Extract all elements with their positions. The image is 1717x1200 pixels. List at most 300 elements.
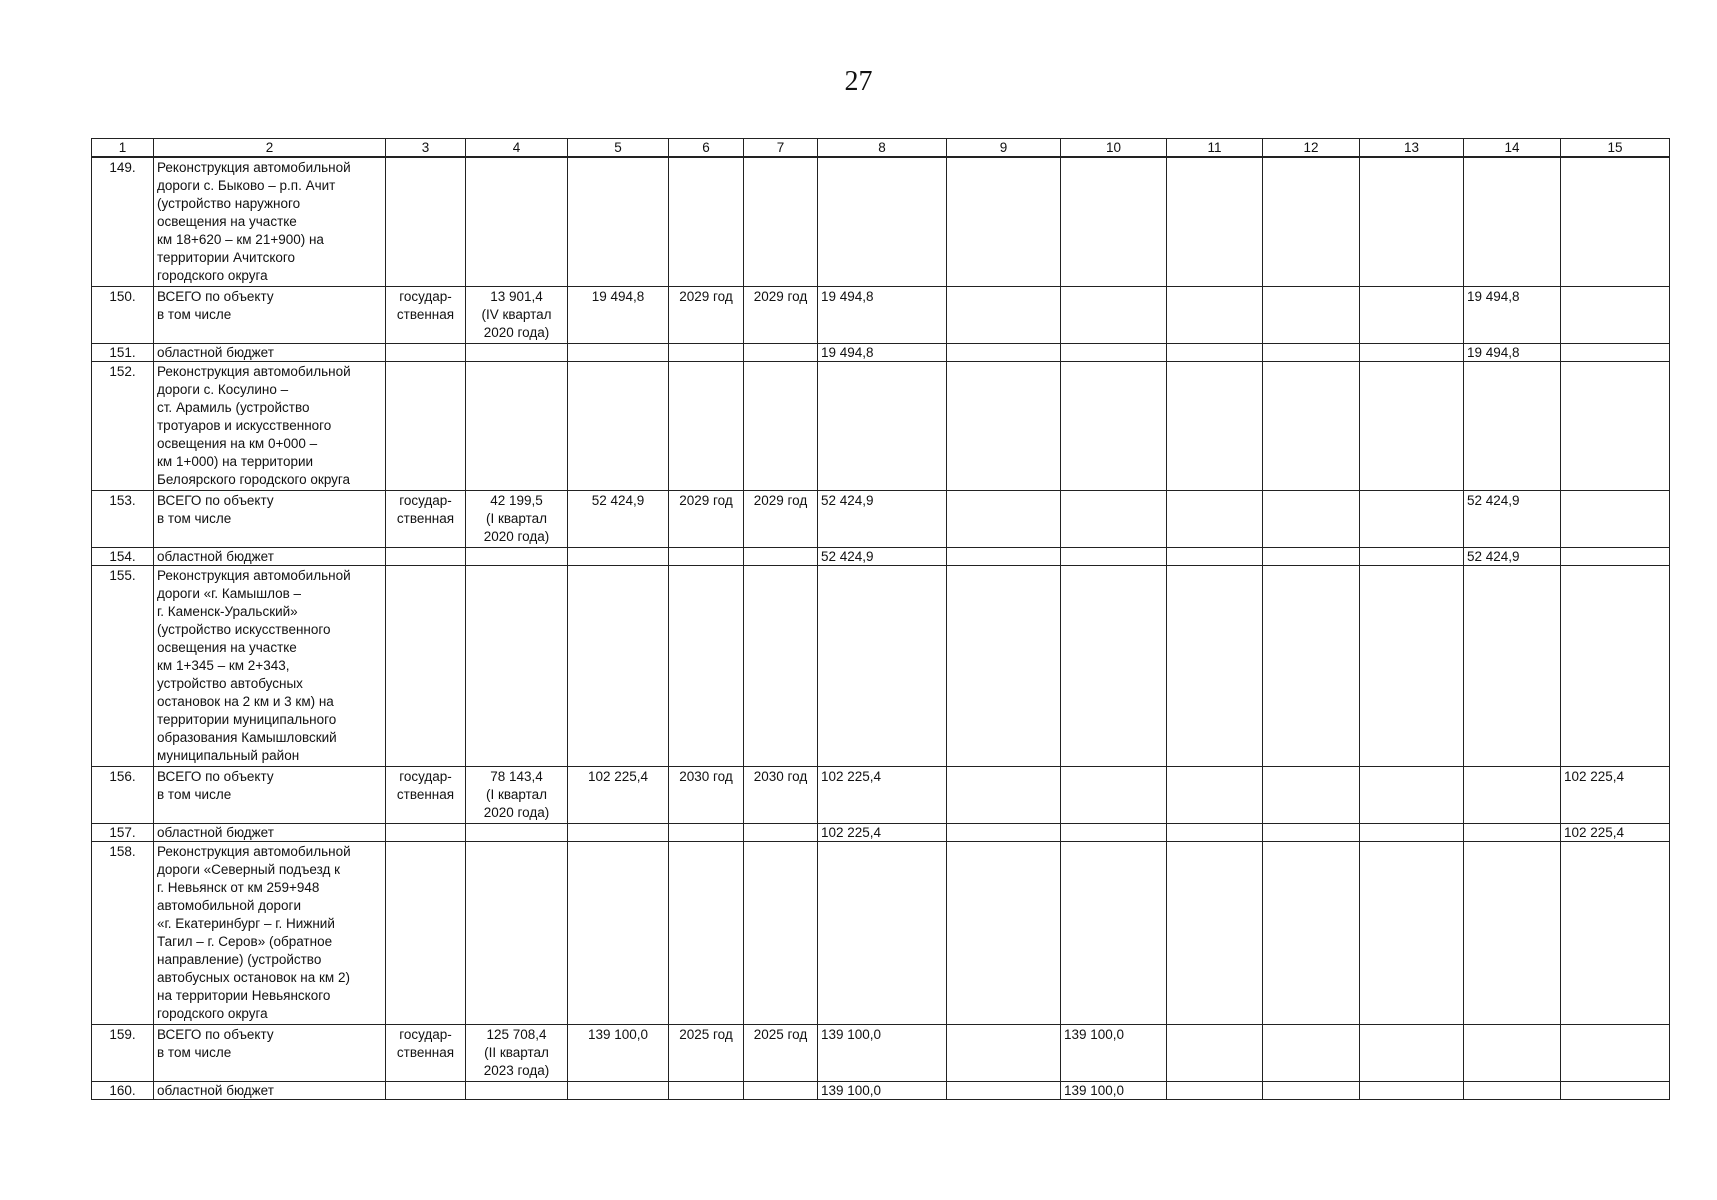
year-cell xyxy=(1061,344,1167,362)
cell-line: областной бюджет xyxy=(157,825,274,840)
cell-value: 2029 год xyxy=(753,493,808,508)
total-cell xyxy=(818,548,947,566)
cell-line: 2023 года) xyxy=(483,1063,550,1078)
table-row xyxy=(92,824,1670,842)
cell-line: 78 143,4 xyxy=(490,769,543,784)
estimate-cell xyxy=(466,824,568,842)
start-year-cell xyxy=(669,1082,744,1100)
year-cell xyxy=(1263,344,1360,362)
header-row xyxy=(92,139,1670,158)
row-number xyxy=(92,548,154,566)
column-header: 8 xyxy=(818,139,947,158)
year-cell xyxy=(1464,1025,1561,1082)
year-cell xyxy=(1263,842,1360,1025)
cell-value: 160. xyxy=(109,1083,136,1098)
end-year-cell xyxy=(744,344,818,362)
cell-value: 2030 год xyxy=(679,769,733,784)
cell-line: Реконструкция автомобильной xyxy=(157,160,351,175)
end-year-cell xyxy=(744,157,818,287)
cell-value: 2029 год xyxy=(679,289,733,304)
year-cell xyxy=(1561,842,1670,1025)
year-cell xyxy=(1464,491,1561,548)
cell-line: (I квартал xyxy=(485,511,548,526)
cost-cell xyxy=(568,842,669,1025)
estimate-cell xyxy=(466,344,568,362)
cell-value: 19 494,8 xyxy=(821,289,874,304)
cell-value: 139 100,0 xyxy=(821,1027,882,1042)
cell-line: в том числе xyxy=(157,1045,232,1060)
year-cell xyxy=(947,566,1061,767)
year-cell xyxy=(1360,548,1464,566)
year-cell xyxy=(1061,767,1167,824)
start-year-cell xyxy=(669,491,744,548)
cell-value: 153. xyxy=(109,493,136,508)
cell-line: г. Каменск-Уральский» xyxy=(157,604,298,619)
total-cell xyxy=(818,566,947,767)
year-cell xyxy=(947,548,1061,566)
year-cell xyxy=(1061,548,1167,566)
estimate-cell xyxy=(466,491,568,548)
cell-line: Тагил – г. Серов» (обратное xyxy=(157,934,333,949)
estimate-cell xyxy=(466,767,568,824)
cell-line: Реконструкция автомобильной xyxy=(157,568,351,583)
row-description xyxy=(154,566,386,767)
cell-value: 152. xyxy=(109,364,136,379)
table-row xyxy=(92,491,1670,548)
year-cell xyxy=(1464,344,1561,362)
column-header: 2 xyxy=(154,139,386,158)
column-header: 15 xyxy=(1561,139,1670,158)
cell-line: в том числе xyxy=(157,787,232,802)
year-cell xyxy=(1263,491,1360,548)
estimate-cell xyxy=(466,157,568,287)
total-cell xyxy=(818,824,947,842)
row-number xyxy=(92,767,154,824)
cell-line: 2020 года) xyxy=(483,529,550,544)
cell-line: (устройство искусственного xyxy=(157,622,331,637)
cost-cell xyxy=(568,344,669,362)
year-cell xyxy=(947,842,1061,1025)
table-row xyxy=(92,1082,1670,1100)
column-header: 10 xyxy=(1061,139,1167,158)
year-cell xyxy=(1263,548,1360,566)
cost-cell xyxy=(568,157,669,287)
end-year-cell xyxy=(744,824,818,842)
start-year-cell xyxy=(669,287,744,344)
cell-line: ВСЕГО по объекту xyxy=(157,769,274,784)
cost-cell xyxy=(568,548,669,566)
row-number xyxy=(92,344,154,362)
end-year-cell xyxy=(744,842,818,1025)
cell-line: ственная xyxy=(396,511,455,526)
cell-value: 52 424,9 xyxy=(1467,493,1520,508)
cell-value: 149. xyxy=(109,160,136,175)
year-cell xyxy=(1061,842,1167,1025)
estimate-cell xyxy=(466,548,568,566)
year-cell xyxy=(1167,566,1263,767)
table-row xyxy=(92,362,1670,491)
row-number xyxy=(92,566,154,767)
cell-value: 102 225,4 xyxy=(587,769,649,784)
cell-value: 52 424,9 xyxy=(821,549,874,564)
year-cell xyxy=(1360,362,1464,491)
cost-cell xyxy=(568,824,669,842)
cost-cell xyxy=(568,362,669,491)
column-header: 3 xyxy=(386,139,466,158)
ownership-cell xyxy=(386,842,466,1025)
cost-cell xyxy=(568,1025,669,1082)
cell-line: освещения на участке xyxy=(157,214,297,229)
row-number xyxy=(92,824,154,842)
year-cell xyxy=(1061,824,1167,842)
ownership-cell xyxy=(386,548,466,566)
year-cell xyxy=(947,157,1061,287)
cell-line: автомобильной дороги xyxy=(157,898,302,913)
cell-value: 139 100,0 xyxy=(1064,1083,1125,1098)
cell-value: 159. xyxy=(109,1027,136,1042)
row-description xyxy=(154,287,386,344)
year-cell xyxy=(947,1082,1061,1100)
cell-value: 19 494,8 xyxy=(1467,289,1520,304)
table-row xyxy=(92,767,1670,824)
row-description xyxy=(154,1025,386,1082)
cell-line: государ- xyxy=(399,493,452,508)
year-cell xyxy=(1360,287,1464,344)
row-number xyxy=(92,157,154,287)
cell-line: государ- xyxy=(399,1027,452,1042)
cell-value: 157. xyxy=(109,825,136,840)
year-cell xyxy=(1061,287,1167,344)
cell-line: тротуаров и искусственного xyxy=(157,418,332,433)
year-cell xyxy=(1464,842,1561,1025)
cell-line: ст. Арамиль (устройство xyxy=(157,400,310,415)
cell-line: г. Невьянск от км 259+948 xyxy=(157,880,320,895)
cell-line: км 18+620 – км 21+900) на xyxy=(157,232,324,247)
start-year-cell xyxy=(669,344,744,362)
cost-cell xyxy=(568,1082,669,1100)
column-header: 4 xyxy=(466,139,568,158)
year-cell xyxy=(1263,566,1360,767)
cell-line: (устройство наружного xyxy=(157,196,301,211)
year-cell xyxy=(1167,1082,1263,1100)
cell-value: 139 100,0 xyxy=(821,1083,882,1098)
table-row xyxy=(92,548,1670,566)
year-cell xyxy=(1167,491,1263,548)
cell-value: 102 225,4 xyxy=(1564,825,1625,840)
cell-line: территории Ачитского xyxy=(157,250,296,265)
cell-value: 2025 год xyxy=(753,1027,808,1042)
row-description xyxy=(154,157,386,287)
row-number xyxy=(92,1082,154,1100)
table-row xyxy=(92,566,1670,767)
year-cell xyxy=(1061,491,1167,548)
ownership-cell xyxy=(386,824,466,842)
year-cell xyxy=(947,1025,1061,1082)
ownership-cell xyxy=(386,362,466,491)
cell-line: 2020 года) xyxy=(483,805,550,820)
cell-line: дороги «Северный подъезд к xyxy=(157,862,341,877)
cell-line: «г. Екатеринбург – г. Нижний xyxy=(157,916,335,931)
cell-line: областной бюджет xyxy=(157,1083,274,1098)
year-cell xyxy=(1561,1082,1670,1100)
cell-line: образования Камышловский xyxy=(157,730,337,745)
cell-line: км 1+000) на территории xyxy=(157,454,314,469)
cell-value: 102 225,4 xyxy=(821,825,882,840)
cell-line: устройство автобусных xyxy=(157,676,303,691)
year-cell xyxy=(1061,362,1167,491)
row-description xyxy=(154,548,386,566)
row-description xyxy=(154,491,386,548)
year-cell xyxy=(1561,548,1670,566)
column-header: 6 xyxy=(669,139,744,158)
year-cell xyxy=(1561,362,1670,491)
year-cell xyxy=(1360,344,1464,362)
total-cell xyxy=(818,287,947,344)
row-number xyxy=(92,491,154,548)
year-cell xyxy=(1263,287,1360,344)
year-cell xyxy=(947,824,1061,842)
cell-value: 102 225,4 xyxy=(821,769,882,784)
row-description xyxy=(154,1082,386,1100)
cell-value: 154. xyxy=(109,549,136,564)
start-year-cell xyxy=(669,824,744,842)
column-header: 11 xyxy=(1167,139,1263,158)
year-cell xyxy=(1360,842,1464,1025)
cell-line: 42 199,5 xyxy=(490,493,543,508)
year-cell xyxy=(1263,362,1360,491)
cell-line: (II квартал xyxy=(484,1045,549,1060)
cell-value: 52 424,9 xyxy=(591,493,645,508)
row-description xyxy=(154,767,386,824)
cell-line: автобусных остановок на км 2) xyxy=(157,970,350,985)
year-cell xyxy=(1167,362,1263,491)
cell-line: областной бюджет xyxy=(157,345,274,360)
cell-line: дороги с. Косулино – xyxy=(157,382,289,397)
year-cell xyxy=(947,767,1061,824)
cell-value: 102 225,4 xyxy=(1564,769,1625,784)
cell-line: Реконструкция автомобильной xyxy=(157,364,351,379)
table-row xyxy=(92,157,1670,287)
cell-value: 2029 год xyxy=(679,493,733,508)
table-row xyxy=(92,1025,1670,1082)
cell-line: дороги «г. Камышлов – xyxy=(157,586,302,601)
year-cell xyxy=(1464,824,1561,842)
column-header: 9 xyxy=(947,139,1061,158)
cell-line: направление) (устройство xyxy=(157,952,322,967)
cost-cell xyxy=(568,491,669,548)
year-cell xyxy=(1167,842,1263,1025)
estimate-cell xyxy=(466,566,568,767)
cell-value: 156. xyxy=(109,769,136,784)
table-row xyxy=(92,344,1670,362)
ownership-cell xyxy=(386,1025,466,1082)
column-header: 1 xyxy=(92,139,154,158)
page-number: 27 xyxy=(844,66,873,97)
table-row xyxy=(92,287,1670,344)
year-cell xyxy=(1464,362,1561,491)
ownership-cell xyxy=(386,767,466,824)
cell-line: ВСЕГО по объекту xyxy=(157,493,274,508)
ownership-cell xyxy=(386,566,466,767)
year-cell xyxy=(1061,566,1167,767)
row-number xyxy=(92,287,154,344)
year-cell xyxy=(1263,1025,1360,1082)
cell-value: 2030 год xyxy=(753,769,808,784)
end-year-cell xyxy=(744,1025,818,1082)
cell-line: остановок на 2 км и 3 км) на xyxy=(157,694,334,709)
table-row xyxy=(92,842,1670,1025)
end-year-cell xyxy=(744,1082,818,1100)
column-header: 5 xyxy=(568,139,669,158)
cell-line: государ- xyxy=(399,769,452,784)
year-cell xyxy=(1464,566,1561,767)
estimate-cell xyxy=(466,842,568,1025)
year-cell xyxy=(947,491,1061,548)
row-number xyxy=(92,362,154,491)
total-cell xyxy=(818,1025,947,1082)
cell-value: 52 424,9 xyxy=(821,493,874,508)
year-cell xyxy=(1263,767,1360,824)
estimate-cell xyxy=(466,287,568,344)
column-header: 12 xyxy=(1263,139,1360,158)
year-cell xyxy=(1360,1082,1464,1100)
total-cell xyxy=(818,157,947,287)
year-cell xyxy=(1061,157,1167,287)
year-cell xyxy=(1561,344,1670,362)
year-cell xyxy=(1263,157,1360,287)
cell-line: дороги с. Быково – р.п. Ачит xyxy=(157,178,336,193)
total-cell xyxy=(818,362,947,491)
year-cell xyxy=(1167,344,1263,362)
year-cell xyxy=(1061,1082,1167,1100)
year-cell xyxy=(1263,1082,1360,1100)
year-cell xyxy=(1360,491,1464,548)
ownership-cell xyxy=(386,157,466,287)
cell-line: 2020 года) xyxy=(483,325,550,340)
column-header: 13 xyxy=(1360,139,1464,158)
column-header: 7 xyxy=(744,139,818,158)
end-year-cell xyxy=(744,491,818,548)
year-cell xyxy=(1360,767,1464,824)
row-description xyxy=(154,824,386,842)
year-cell xyxy=(1464,287,1561,344)
cell-line: городского округа xyxy=(157,268,268,283)
year-cell xyxy=(1167,1025,1263,1082)
cell-line: ственная xyxy=(396,787,455,802)
year-cell xyxy=(1561,157,1670,287)
ownership-cell xyxy=(386,491,466,548)
start-year-cell xyxy=(669,548,744,566)
cell-value: 155. xyxy=(109,568,136,583)
cell-line: освещения на участке xyxy=(157,640,297,655)
end-year-cell xyxy=(744,548,818,566)
start-year-cell xyxy=(669,157,744,287)
estimate-cell xyxy=(466,362,568,491)
cell-value: 139 100,0 xyxy=(587,1027,649,1042)
cell-value: 139 100,0 xyxy=(1064,1027,1125,1042)
estimate-cell xyxy=(466,1082,568,1100)
year-cell xyxy=(1561,491,1670,548)
year-cell xyxy=(1360,824,1464,842)
year-cell xyxy=(1167,287,1263,344)
year-cell xyxy=(1167,157,1263,287)
cell-value: 52 424,9 xyxy=(1467,549,1520,564)
total-cell xyxy=(818,491,947,548)
cost-cell xyxy=(568,287,669,344)
cell-line: освещения на км 0+000 – xyxy=(157,436,318,451)
year-cell xyxy=(1360,157,1464,287)
cell-line: ВСЕГО по объекту xyxy=(157,1027,274,1042)
cell-line: (IV квартал xyxy=(481,307,552,322)
cell-value: 19 494,8 xyxy=(821,345,874,360)
year-cell xyxy=(1464,767,1561,824)
year-cell xyxy=(1561,824,1670,842)
cost-cell xyxy=(568,566,669,767)
total-cell xyxy=(818,767,947,824)
year-cell xyxy=(947,287,1061,344)
cell-line: ственная xyxy=(396,1045,455,1060)
year-cell xyxy=(1360,566,1464,767)
cell-value: 151. xyxy=(109,345,136,360)
start-year-cell xyxy=(669,362,744,491)
ownership-cell xyxy=(386,344,466,362)
ownership-cell xyxy=(386,1082,466,1100)
ownership-cell xyxy=(386,287,466,344)
year-cell xyxy=(1464,548,1561,566)
estimate-cell xyxy=(466,1025,568,1082)
year-cell xyxy=(1561,767,1670,824)
start-year-cell xyxy=(669,1025,744,1082)
cell-value: 150. xyxy=(109,289,136,304)
year-cell xyxy=(1360,1025,1464,1082)
year-cell xyxy=(1167,767,1263,824)
end-year-cell xyxy=(744,767,818,824)
cell-line: 13 901,4 xyxy=(490,289,543,304)
end-year-cell xyxy=(744,287,818,344)
cell-line: государ- xyxy=(399,289,452,304)
column-header: 14 xyxy=(1464,139,1561,158)
row-description xyxy=(154,842,386,1025)
end-year-cell xyxy=(744,566,818,767)
cell-line: городского округа xyxy=(157,1006,268,1021)
year-cell xyxy=(1061,1025,1167,1082)
total-cell xyxy=(818,1082,947,1100)
table-body xyxy=(92,157,1670,1100)
cell-line: муниципальный район xyxy=(157,748,300,763)
cell-line: на территории Невьянского xyxy=(157,988,331,1003)
start-year-cell xyxy=(669,566,744,767)
cell-line: территории муниципального xyxy=(157,712,337,727)
cell-value: 19 494,8 xyxy=(1467,345,1520,360)
year-cell xyxy=(947,344,1061,362)
cell-line: в том числе xyxy=(157,307,232,322)
year-cell xyxy=(1167,548,1263,566)
year-cell xyxy=(1464,1082,1561,1100)
cell-value: 2029 год xyxy=(753,289,808,304)
row-description xyxy=(154,362,386,491)
row-number xyxy=(92,842,154,1025)
cell-line: областной бюджет xyxy=(157,549,274,564)
start-year-cell xyxy=(669,767,744,824)
row-number xyxy=(92,1025,154,1082)
year-cell xyxy=(1464,157,1561,287)
start-year-cell xyxy=(669,842,744,1025)
year-cell xyxy=(947,362,1061,491)
year-cell xyxy=(1561,1025,1670,1082)
cell-line: Белоярского городского округа xyxy=(157,472,351,487)
cell-line: (I квартал xyxy=(485,787,548,802)
cell-line: ственная xyxy=(396,307,455,322)
